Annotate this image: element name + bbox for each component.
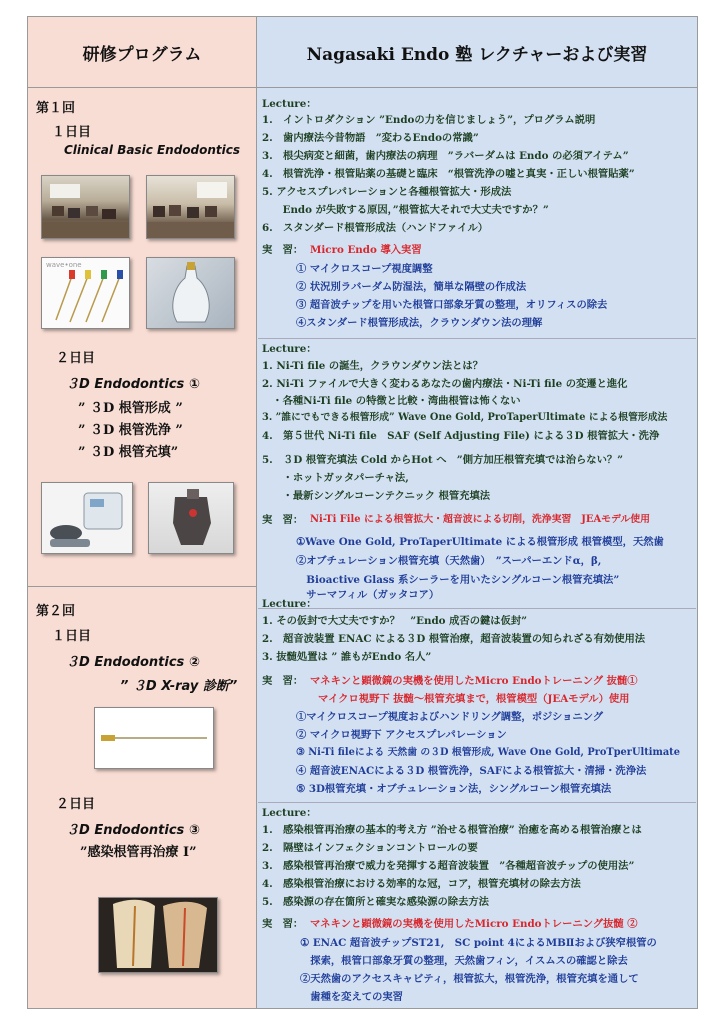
block-4-item: 4. 感染根管治療における効率的な冠，コア，根管充填材の除去方法 [262,878,581,890]
block-1-item: 4. 根管洗浄・根管貼薬の基礎と臨床 “根管洗浄の嘘と真実・正しい根管貼薬” [262,168,635,180]
session-2-title: 第２回 [36,604,76,619]
block-3-item: 2. 超音波装置 ENAC による３D 根管治療，超音波装置の知られざる有効使用法 [262,633,646,645]
block-1-item: Endo が失敗する原因，”根管拡大それで大丈夫ですか？” [262,204,549,216]
block-3-practice-item: ④ 超音波ENACによる３D 根管洗浄，SAFによる根管拡大・清掃・洗浄法 [296,765,647,777]
block-3-item: 1. その仮封で大丈夫ですか？ ”Endo 成否の鍵は仮封” [262,615,528,627]
block-3-item: 3. 抜髄処置は ” 誰もがEndo 名人” [262,651,432,663]
block-3-practice-item: ⑤ 3D根管充填・オブチュレーション法，シングルコーン根管充填法 [296,783,612,795]
session-2-day-2: ２日目 [56,797,96,812]
session-1-day-2: ２日目 [56,351,96,366]
waveone-logo: wave•one [46,261,82,269]
session-2-day-1-subtitle: ３D Endodontics ② [66,655,200,670]
tooth-section-photo [98,897,218,973]
audience-illustration [147,176,234,238]
block-1-item: 2. 歯内療法今昔物語 ”変わるEndoの常識” [262,132,479,144]
obturation-illustration [149,483,233,553]
block-4-item: 2. 隔壁はインフェクションコントロールの要 [262,842,478,854]
session-1-day-1: １日目 [52,125,92,140]
obturation-device-photo [148,482,234,554]
right-header: Nagasaki Endo 塾 レクチャーおよび実習 [257,17,697,88]
block-3-practice-item: ② マイクロ視野下 アクセスプレパレーション [296,729,507,741]
left-header: 研修プログラム [28,17,256,88]
block-2-item: ・最新シングルコーンテクニック 根管充填法 [262,490,491,502]
session-2-day-2-subtitle: ３D Endodontics ③ [66,823,200,838]
session-1-day-1-subtitle: Clinical Basic Endodontics [64,143,241,157]
block-2-practice-label: 実 習： [262,514,304,526]
block-2-item: ・ホットガッタパーチャ法, [262,472,409,484]
block-2-practice-item: サーマフィル（ガッタコア） [296,589,440,601]
block-4-item: 1. 感染根管再治療の基本的考え方 ”治せる根管治療” 治癒を高める根管治療とは [262,824,642,836]
block-1-lecture-label: Lecture： [262,98,317,110]
rubber-dam-photo [146,257,235,329]
block-3-practice-title-2: マイクロ視野下 抜髄～根管充填まで，根管模型（JEAモデル）使用 [318,693,630,705]
block-4-practice-label: 実 習： [262,918,304,930]
block-4-practice-title: マネキンと顕微鏡の実機を使用したMicro Endoトレーニング抜髄 ② [310,918,638,930]
block-3-lecture-label: Lecture： [262,598,317,610]
rubber-dam-illustration [147,258,234,328]
block-2-item: ・各種Ni-Ti file の特徴と比較・湾曲根管は怖くない [262,395,521,407]
block-4-item: 3. 感染根管再治療で威力を発揮する超音波装置 ”各種超音波チップの使用法” [262,860,635,872]
block-1-practice-title: Micro Endo 導入実習 [310,244,422,256]
block-1-practice-item: ④スタンダード根管形成法，クラウンダウン法の理解 [296,317,543,329]
session-1-day-2-subtitle: ３D Endodontics ① [66,377,200,392]
block-2-practice-item: ②オブチュレーション根管充填（天然歯） ”スーパーエンドα，β, [296,555,602,567]
block-1-practice-item: ③ 超音波チップを用いた根管口部象牙質の整理，オリフィスの除去 [296,299,608,311]
block-3-practice-title-1: マネキンと顕微鏡の実機を使用したMicro Endoトレーニング 抜髄① [310,675,638,687]
block-4-practice-item: 探索，根管口部象牙質の整理，天然歯フィン，イスムスの確認と除去 [300,955,628,967]
session-1-day-2-item-2: ” ３D 根管洗浄 ” [78,423,183,438]
block-divider [258,608,696,609]
session-1-title: 第１回 [36,101,76,116]
block-4-practice-item: 歯種を変えての実習 [300,991,403,1003]
block-3-practice-item: ①マイクロスコープ視度およびハンドリング調整，ポジショニング [296,711,604,723]
block-1-practice-item: ② 状況別ラバーダム防湿法，簡単な隔壁の作成法 [296,281,527,293]
block-4-practice-item: ① ENAC 超音波チップST21, SC point 4によるMBⅡおよび狭窄根管の [300,937,657,949]
block-1-item: 6. スタンダード根管形成法（ハンドファイル） [262,222,489,234]
block-2-item: 5. ３D 根管充填法 Cold からHot へ ”側方加圧根管充填では治らない？” [262,454,624,466]
block-divider [258,338,696,339]
block-2-practice-item: ①Wave One Gold, ProTaperUltimate による根管形成 根管模型，天然歯 [296,536,664,548]
block-1-item: 3. 根尖病変と細菌，歯内療法の病理 ”ラバーダムは Endo の必須アイテム” [262,150,629,162]
session-1-day-2-item-1: ” ３D 根管形成 ” [78,401,183,416]
enac-device-photo [41,482,133,554]
block-2-item: 2. Ni-Ti ファイルで大きく変わるあなたの歯内療法・Ni-Ti file の変遷と進化 [262,378,628,390]
block-2-item: 4. 第５世代 Ni-Ti file SAF (Self Adjusting File) による３D 根管拡大・洗浄 [262,430,660,442]
block-1-practice-item: ① マイクロスコープ視度調整 [296,263,433,275]
waveone-file-photo [41,257,130,329]
device-illustration [42,483,132,553]
session-1-day-2-item-3: ” ３D 根管充填” [78,445,179,460]
block-2-practice-title: Ni-Ti File による根管拡大・超音波による切削，洗浄実習 JEAモデル使用 [310,514,651,525]
session-divider [28,586,256,587]
block-3-practice-label: 実 習： [262,675,304,687]
session-2-day-1-item-1: ” ３D X-ray 診断” [120,679,238,694]
block-4-practice-item: ②天然歯のアクセスキャビティ，根管拡大，根管洗浄，根管充填を通して [300,973,639,985]
block-3-practice-item: ③ Ni-Ti fileによる 天然歯 の３D 根管形成, Wave One Gold, ProTperUltimate [296,747,680,758]
lecture-room-photo-1 [41,175,130,239]
program-table [27,16,698,1009]
lecture-room-photo-2 [146,175,235,239]
session-2-day-1: １日目 [52,629,92,644]
block-1-practice-label: 実 習： [262,244,304,256]
block-2-item: 3. ”誰にでもできる根管形成” Wave One Gold, ProTaperUltimate による根管形成法 [262,412,668,423]
block-1-item: 5. アクセスプレパレーションと各種根管拡大・形成法 [262,186,512,198]
block-2-lecture-label: Lecture： [262,343,317,355]
block-2-item: 1. Ni-Ti file の誕生，クラウンダウン法とは？ [262,360,483,372]
block-divider [258,802,696,803]
file-illustration [95,708,213,768]
block-4-lecture-label: Lecture： [262,807,317,819]
session-2-day-2-item-1: ”感染根管再治療 Ⅰ” [80,845,197,860]
block-2-practice-item: Bioactive Glass 系シーラーを用いたシングルコーン根管充填法” [296,574,620,586]
xray-file-photo [94,707,214,769]
block-4-item: 5. 感染源の存在箇所と確実な感染源の除去方法 [262,896,489,908]
tooth-illustration [99,898,217,972]
block-1-item: 1. イントロダクション ”Endoの力を信じましょう”，プログラム説明 [262,114,596,126]
audience-illustration [42,176,129,238]
